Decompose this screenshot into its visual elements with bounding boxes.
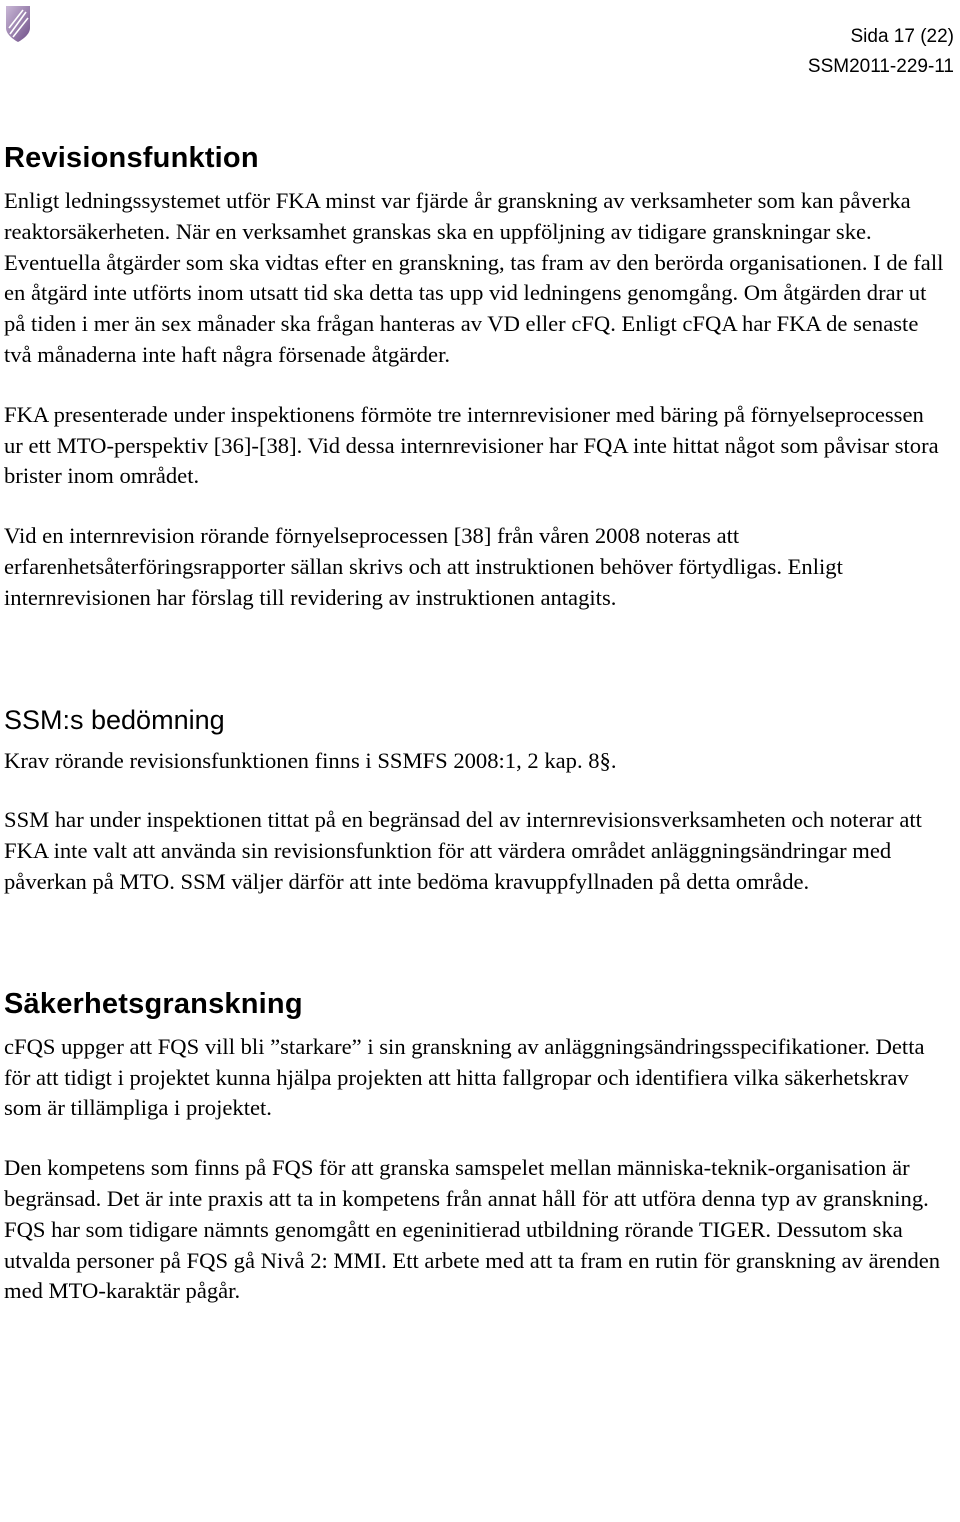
paragraph: Vid en internrevision rörande förnyelseprocessen [38] från våren 2008 noteras att erfarenhetsåterföringsrapporter sällan skrivs och att instruktionen behöver förtydligas. Enligt internrevisionen har förslag till revidering av instruktionen antagits.: [4, 523, 843, 610]
page-number: Sida 17 (22): [850, 26, 954, 47]
page-header: [808, 22, 954, 82]
section-sakerhetsgranskning: [4, 984, 944, 1307]
paragraph: Enligt ledningssystemet utför FKA minst var fjärde år granskning av verksamheter som kan påverka reaktorsäkerheten. När en verksamhet granskas ska en uppföljning av tidigare granskningar ske. Eventuella åtgärder som ska vidtas efter en granskning, tas fram av den berörda organisationen. I de fall en åtgärd inte utförts inom utsatt tid ska detta tas upp vid ledningens genomgång. Om åtgärden drar ut på tiden i mer än sex månader ska frågan hanteras av VD eller cFQ. Enligt cFQA har FKA de senaste två månaderna inte haft några försenade åtgärder.: [4, 188, 944, 367]
section-revisionsfunktion: [4, 138, 944, 614]
paragraph: Den kompetens som finns på FQS för att granska samspelet mellan människa-teknik-organisation är begränsad. Det är inte praxis att ta in kompetens från annat håll för att utföra denna typ av granskning. FQS har som tidigare nämnts genomgått en egeninitierad utbildning rörande TIGER. Dessutom ska utvalda personer på FQS gå Nivå 2: MMI. Ett arbete med att ta fram en rutin för granskning av ärenden med MTO-karaktär pågår.: [4, 1155, 941, 1304]
section-heading: SSM:s bedömning: [4, 704, 225, 735]
section-spacer: [4, 643, 944, 700]
paragraph: Krav rörande revisionsfunktionen finns i SSMFS 2008:1, 2 kap. 8§.: [4, 747, 617, 773]
document-body: [4, 138, 944, 1336]
ssm-logo-icon: [4, 4, 32, 44]
paragraph: SSM har under inspektionen tittat på en begränsad del av internrevisionsverksamheten och noterar att FKA inte valt att använda sin revisionsfunktion för att värdera området anläggningsändringar med påverkan på MTO. SSM väljer därför att inte bedöma kravuppfyllnaden på detta område.: [4, 807, 922, 894]
section-heading: Säkerhetsgranskning: [4, 987, 303, 1020]
paragraph: cFQS uppger att FQS vill bli ”starkare” i sin granskning av anläggningsändringsspecifikationer. Detta för att tidigt i projektet kunna hjälpa projekten att hitta fallgropar och identifiera vilka säkerhetskrav som är tillämpliga i projektet.: [4, 1033, 925, 1121]
section-heading: Revisionsfunktion: [4, 142, 259, 174]
paragraph: FKA presenterade under inspektionens förmöte tre internrevisioner med bäring på förnyelseprocessen ur ett MTO-perspektiv [36]-[38]. Vid dessa internrevisioner har FQA inte hittat något som påvisar stora brister inom området.: [4, 401, 939, 489]
document-id: SSM2011-229-11: [807, 56, 954, 77]
section-ssm-bedomning: [4, 700, 944, 898]
section-spacer: [4, 927, 944, 984]
